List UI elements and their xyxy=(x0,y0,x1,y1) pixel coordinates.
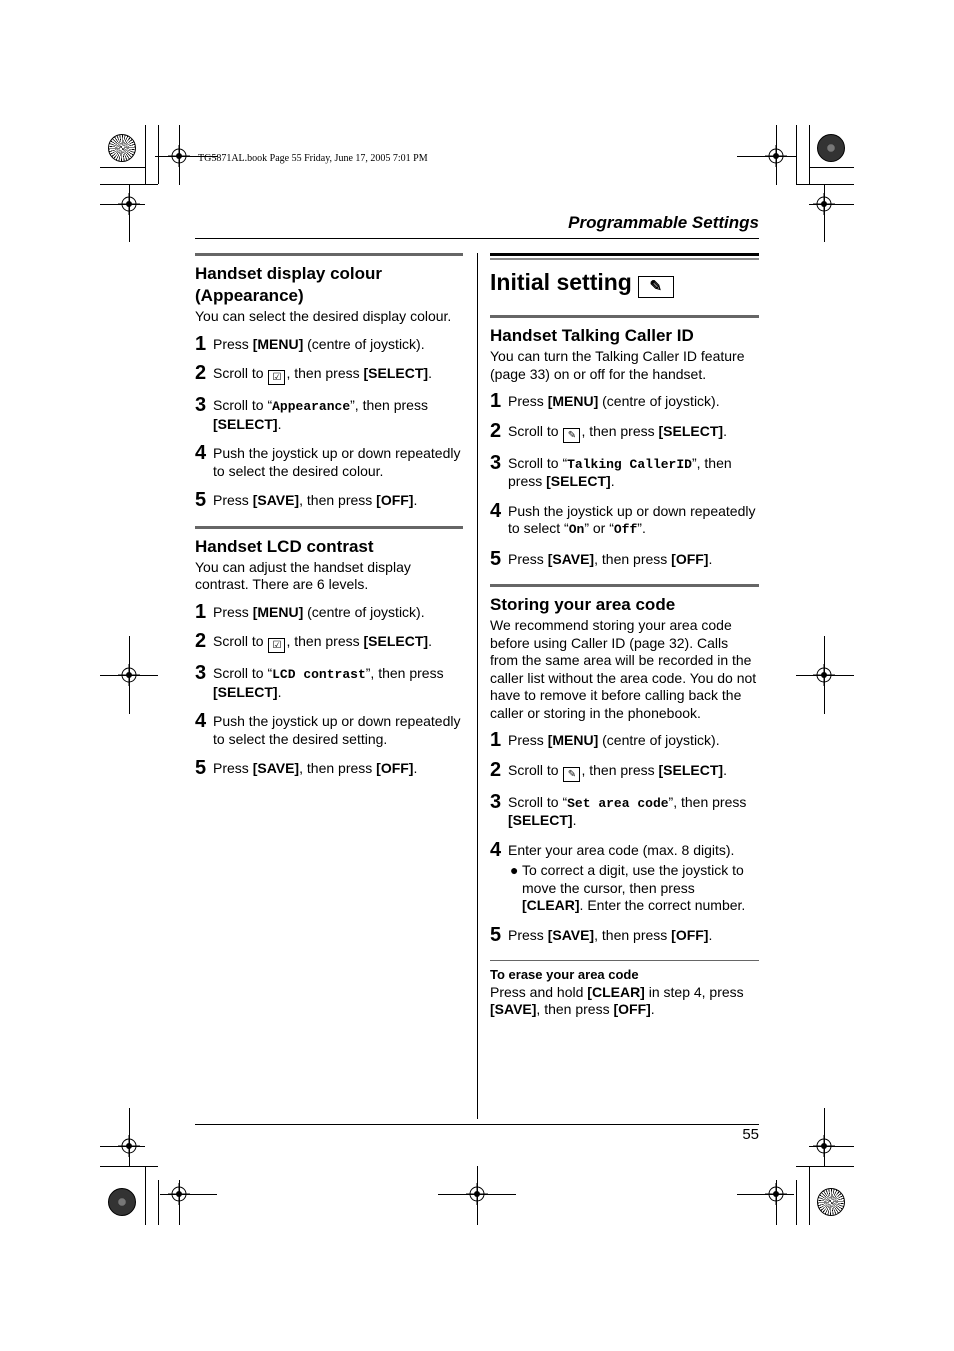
step-5: 5 Press [SAVE], then press [OFF]. xyxy=(195,489,418,511)
section-lcd-contrast xyxy=(195,526,463,778)
erase-note xyxy=(490,960,759,1019)
section-title: Storing your area code xyxy=(490,595,676,614)
page-title: Initial setting ✎ xyxy=(490,267,759,298)
step-1: 1 Press [MENU] (centre of joystick). xyxy=(195,600,425,623)
initial-setting-icon: ✎ xyxy=(563,767,580,782)
header-rule xyxy=(195,238,759,239)
step-5: 5 Press [SAVE], then press [OFF]. xyxy=(490,547,713,570)
section-intro: You can select the desired display colour. xyxy=(195,308,452,324)
section-talking-caller-id xyxy=(490,315,759,568)
step-2: 2 Scroll to ☑ , then press [SELECT]. xyxy=(195,630,432,652)
step-2: 2 Scroll to ✎ , then press [SELECT]. xyxy=(490,419,727,442)
right-column xyxy=(490,253,759,1019)
rosette-mark-icon xyxy=(108,1188,136,1216)
initial-setting-icon: ✎ xyxy=(638,276,674,298)
bullet-dot-icon: ● xyxy=(510,862,519,878)
step-1: 1 Press [MENU] (centre of joystick). xyxy=(490,390,720,412)
step-5: 5 Press [SAVE], then press [OFF]. xyxy=(195,757,418,779)
erase-note-title: To erase your area code xyxy=(490,967,639,982)
section-display-colour xyxy=(195,253,463,510)
running-header: Programmable Settings xyxy=(568,213,759,232)
rosette-mark-icon xyxy=(108,134,136,162)
step-2: 2 Scroll to ☑ , then press [SELECT]. xyxy=(195,362,432,384)
left-column xyxy=(195,253,463,790)
section-area-code xyxy=(490,584,759,1019)
footer-rule xyxy=(195,1124,759,1125)
step-4: 4 Enter your area code (max. 8 digits). ● To correct a digit, use the joystick to move the cursor, then press [CLEAR]. Enter the correct number. xyxy=(490,842,759,915)
step-4: 4 Push the joystick up or down repeatedly to select “On” or “Off”. xyxy=(490,499,756,537)
step-1: 1 Press [MENU] (centre of joystick). xyxy=(490,729,720,751)
display-settings-icon: ☑ xyxy=(268,370,285,385)
section-intro: You can turn the Talking Caller ID feature (page 33) on or off for the handset. xyxy=(490,348,745,382)
section-title: Handset display colour (Appearance) xyxy=(195,264,383,305)
step-3: 3 Scroll to “Appearance”, then press [SELECT]. xyxy=(195,394,428,432)
file-slug: TG5871AL.book Page 55 Friday, June 17, 2005 7:01 PM xyxy=(198,153,428,164)
step-1: 1 Press [MENU] (centre of joystick). xyxy=(195,332,425,355)
step-3: 3 Scroll to “LCD contrast”, then press [SELECT]. xyxy=(195,662,444,700)
step-3: 3 Scroll to “Talking CallerID”, then press [SELECT]. xyxy=(490,451,732,489)
section-title: Handset LCD contrast xyxy=(195,536,374,556)
section-title: Handset Talking Caller ID xyxy=(490,326,694,345)
section-intro: You can adjust the handset display contrast. There are 6 levels. xyxy=(195,558,411,592)
step-3: 3 Scroll to “Set area code”, then press [SELECT]. xyxy=(490,790,747,828)
display-settings-icon: ☑ xyxy=(268,638,285,653)
step-4: 4 Push the joystick up or down repeatedly to select the desired colour. xyxy=(195,442,461,479)
section-intro: We recommend storing your area code before using Caller ID (page 32). Calls from the same area will be recorded in the caller list without the area code. You do not have to remove it before calling back the caller or storing in the phonebook. xyxy=(490,617,757,721)
rosette-mark-icon xyxy=(817,1188,845,1216)
step-2: 2 Scroll to ✎ , then press [SELECT]. xyxy=(490,758,727,781)
initial-setting-icon: ✎ xyxy=(563,428,580,443)
step-4: 4 Push the joystick up or down repeatedly to select the desired setting. xyxy=(195,710,461,747)
step-5: 5 Press [SAVE], then press [OFF]. xyxy=(490,923,713,946)
column-divider xyxy=(477,253,478,1119)
erase-note-text: Press and hold [CLEAR] in step 4, press [SAVE], then press [OFF]. xyxy=(490,983,744,1017)
rosette-mark-icon xyxy=(817,134,845,162)
tip-bullet: ● To correct a digit, use the joystick to move the cursor, then press [CLEAR]. Enter the correct number. xyxy=(510,862,746,913)
page-number: 55 xyxy=(742,1126,759,1143)
